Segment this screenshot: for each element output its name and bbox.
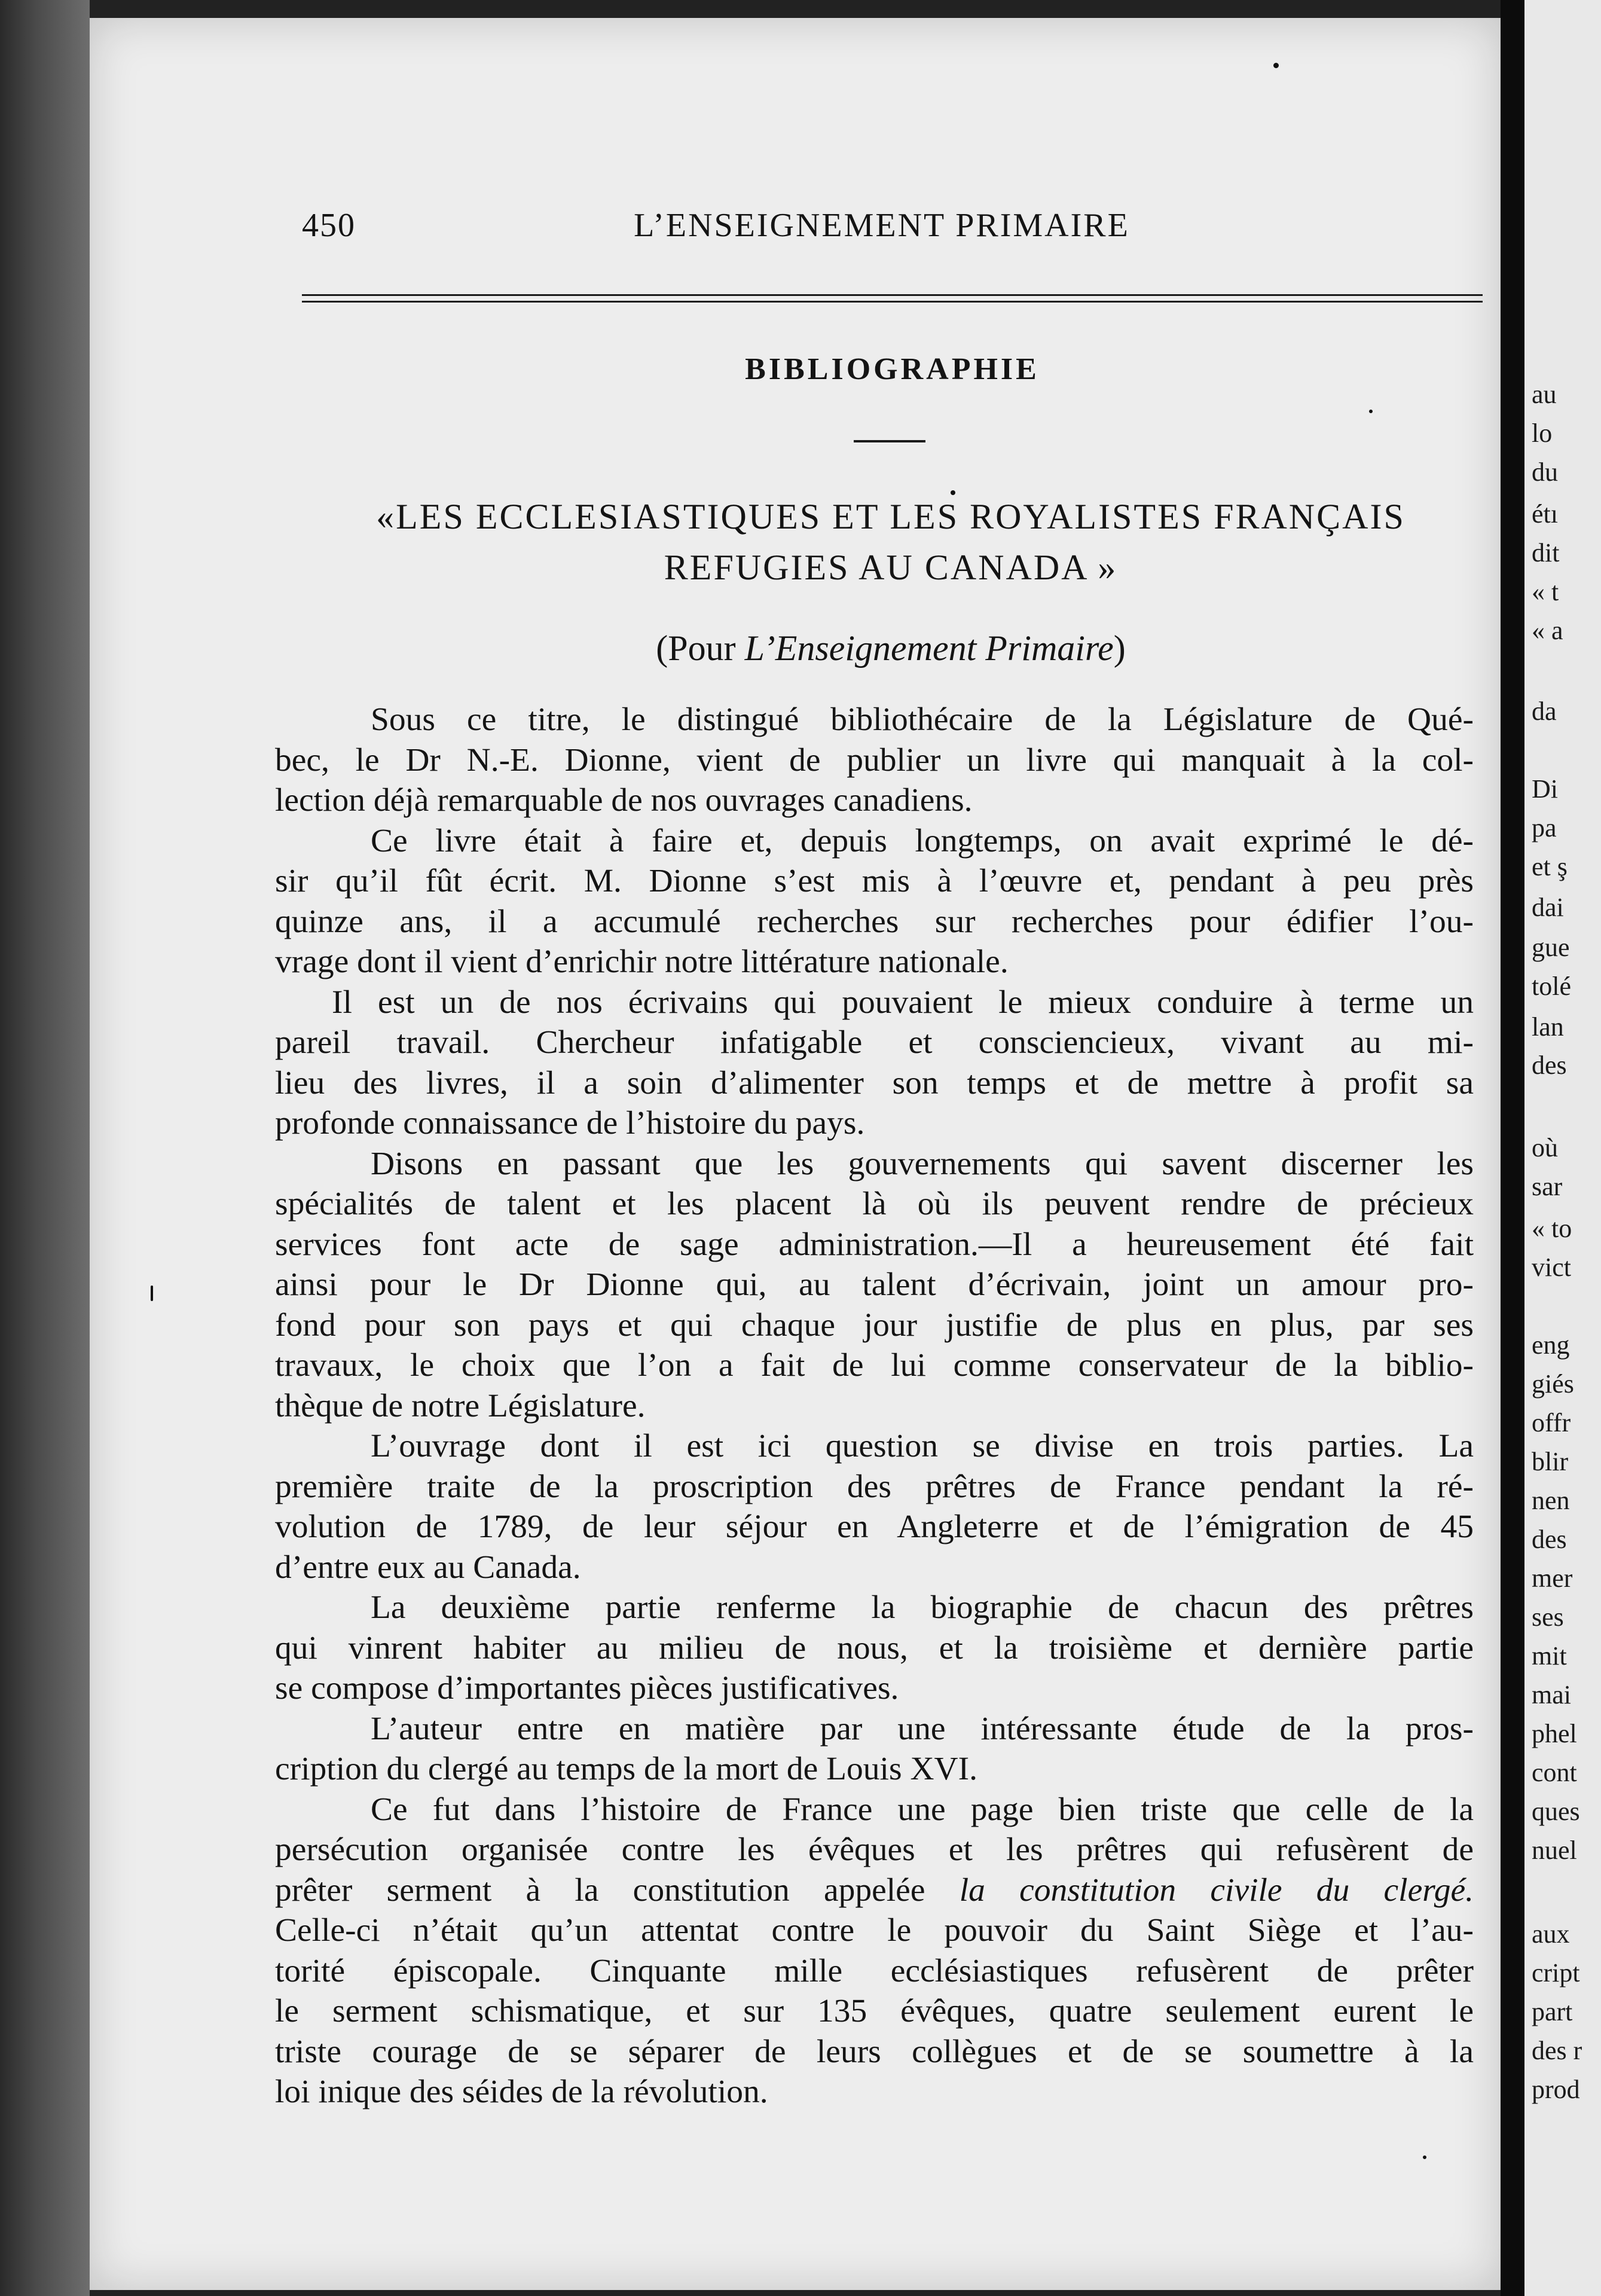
facing-fragment: cont [1532,1758,1577,1787]
scan-speck [1273,63,1279,68]
facing-fragment: gue [1532,933,1570,962]
text-line: triste courage de se séparer de leurs collègues et de se soumettre à la [275,2033,1474,2070]
text-line: vrage dont il vient d’enrichir notre littérature nationale. [275,944,1009,980]
facing-fragment: cript [1532,1958,1580,1987]
text-line: se compose d’importantes pièces justificatives. [275,1670,899,1706]
text-line: fond pour son pays et qui chaque jour justifie de plus en plus, par ses [275,1306,1474,1344]
facing-fragment: où [1532,1133,1558,1162]
facing-fragment: dai [1532,893,1564,922]
facing-fragment: des r [1532,2036,1582,2065]
text-line: services font acte de sage administration.—Il a heureusement été fait [275,1226,1474,1263]
facing-fragment: tolé [1532,972,1571,1001]
facing-fragment: étı [1532,499,1558,529]
text-line: le serment schismatique, et sur 135 évêques, quatre seulement eurent le [275,1993,1474,2029]
text-line: L’ouvrage dont il est ici question se divise en trois parties. La [371,1428,1474,1464]
facing-fragment: vict [1532,1253,1571,1282]
header-rule [302,294,1483,303]
text-line: Il est un de nos écrivains qui pouvaient le mieux conduire à terme un [332,984,1474,1021]
text-line: persécution organisée contre les évêques et les prêtres qui refusèrent de [275,1831,1474,1868]
facing-fragment: « to [1532,1214,1572,1243]
text-line: bec, le Dr N.-E. Dionne, vient de publier un livre qui manquait à la col- [275,741,1474,778]
facing-fragment: des [1532,1525,1567,1554]
facing-fragment: « a [1532,616,1563,645]
facing-fragment: eng [1532,1330,1570,1360]
scan-speck [951,490,955,495]
facing-fragment: prod [1532,2075,1580,2104]
facing-fragment: nen [1532,1486,1570,1515]
text-line-part: prêter serment à la constitution appelée [275,1871,960,1909]
byline [281,628,1501,669]
book-gutter [1501,0,1524,2296]
article-title-line-2: REFUGIES AU CANADA » [664,548,1118,587]
facing-fragment: « t [1532,577,1559,606]
text-line: Ce livre était à faire et, depuis longtemps, on avait exprimé le dé- [371,822,1474,859]
facing-fragment: mer [1532,1564,1573,1593]
italic-phrase: la constitution civile du clergé. [959,1871,1474,1909]
facing-fragment: part [1532,1997,1573,2026]
byline-prefix: (Pour [656,628,745,668]
facing-fragment: lan [1532,1012,1564,1042]
facing-fragment: aux [1532,1919,1570,1949]
text-line [275,1870,1474,1911]
facing-fragment: blir [1532,1447,1569,1476]
facing-fragment: des [1532,1051,1567,1080]
text-line: cription du clergé au temps de la mort de Louis XVI. [275,1751,977,1787]
text-line: qui vinrent habiter au milieu de nous, et la troisième et dernière partie [275,1629,1474,1666]
article-body [275,700,1474,2112]
byline-journal: L’Enseignement Primaire [744,628,1114,668]
text-line: profonde connaissance de l’histoire du pays. [275,1105,865,1141]
text-line: torité épiscopale. Cinquante mille ecclésiastiques refusèrent de prêter [275,1952,1474,1989]
text-line: travaux, le choix que l’on a fait de lui comme conservateur de la biblio- [275,1347,1474,1384]
facing-fragment: nuel [1532,1836,1577,1865]
facing-fragment: da [1532,697,1557,726]
facing-fragment: mit [1532,1641,1567,1671]
text-line: Ce fut dans l’histoire de France une page bien triste que celle de la [371,1791,1474,1828]
text-line: première traite de la proscription des prêtres de France pendant la ré- [275,1468,1474,1505]
facing-fragment: pa [1532,813,1557,842]
facing-fragment: ques [1532,1797,1580,1826]
facing-fragment: phel [1532,1719,1577,1748]
text-line: lieu des livres, il a soin d’alimenter son temps et de mettre à profit sa [275,1064,1474,1101]
facing-fragment: sar [1532,1172,1563,1201]
byline-suffix: ) [1113,628,1126,668]
text-line: volution de 1789, de leur séjour en Angleterre et de l’émigration de 45 [275,1509,1474,1545]
text-line: pareil travail. Chercheur infatigable et consciencieux, vivant au mi- [275,1024,1474,1061]
text-line: Celle-ci n’était qu’un attentat contre le pouvoir du Saint Siège et l’au- [275,1912,1474,1949]
text-line: loi inique des séides de la révolution. [275,2074,768,2110]
facing-page-edge [1524,0,1601,2296]
facing-fragment: dit [1532,538,1560,567]
text-line: Disons en passant que les gouvernements qui savent discerner les [371,1145,1474,1182]
running-title: L’ENSEIGNEMENT PRIMAIRE [634,207,1130,244]
text-line: quinze ans, il a accumulé recherches sur recherches pour édifier l’ou- [275,903,1474,940]
scan-speck [151,1286,153,1301]
scan-speck [1369,410,1373,413]
text-line: thèque de notre Législature. [275,1387,646,1424]
scan-left-margin [0,0,90,2296]
page-number: 450 [302,207,356,244]
section-rule [854,440,925,442]
page-header [302,206,1462,260]
facing-fragment: du [1532,457,1558,487]
facing-fragment: Di [1532,774,1558,804]
facing-fragment: et ş [1532,852,1568,881]
facing-fragment: ses [1532,1602,1564,1632]
facing-fragment: offr [1532,1408,1571,1437]
article-title-line-1: «LES ECCLESIASTIQUES ET LES ROYALISTES FRANÇAIS [376,497,1406,536]
facing-fragment: lo [1532,419,1553,448]
text-line: lection déjà remarquable de nos ouvrages canadiens. [275,782,973,819]
section-title: BIBLIOGRAPHIE [745,352,1040,386]
text-line: spécialités de talent et les placent là où ils peuvent rendre de précieux [275,1186,1474,1222]
text-line: d’entre eux au Canada. [275,1549,581,1586]
text-line: Sous ce titre, le distingué bibliothécaire de la Législature de Qué- [371,701,1474,738]
text-line: sir qu’il fût écrit. M. Dionne s’est mis à l’œuvre et, pendant à peu près [275,863,1474,899]
text-line: La deuxième partie renferme la biographie de chacun des prêtres [371,1589,1474,1626]
text-line: L’auteur entre en matière par une intéressante étude de la pros- [371,1710,1474,1747]
scan-speck [1423,2155,1426,2159]
facing-fragment: mai [1532,1680,1571,1709]
text-line: ainsi pour le Dr Dionne qui, au talent d’écrivain, joint un amour pro- [275,1266,1474,1303]
facing-fragment: giés [1532,1369,1574,1399]
facing-fragment: au [1532,380,1557,409]
